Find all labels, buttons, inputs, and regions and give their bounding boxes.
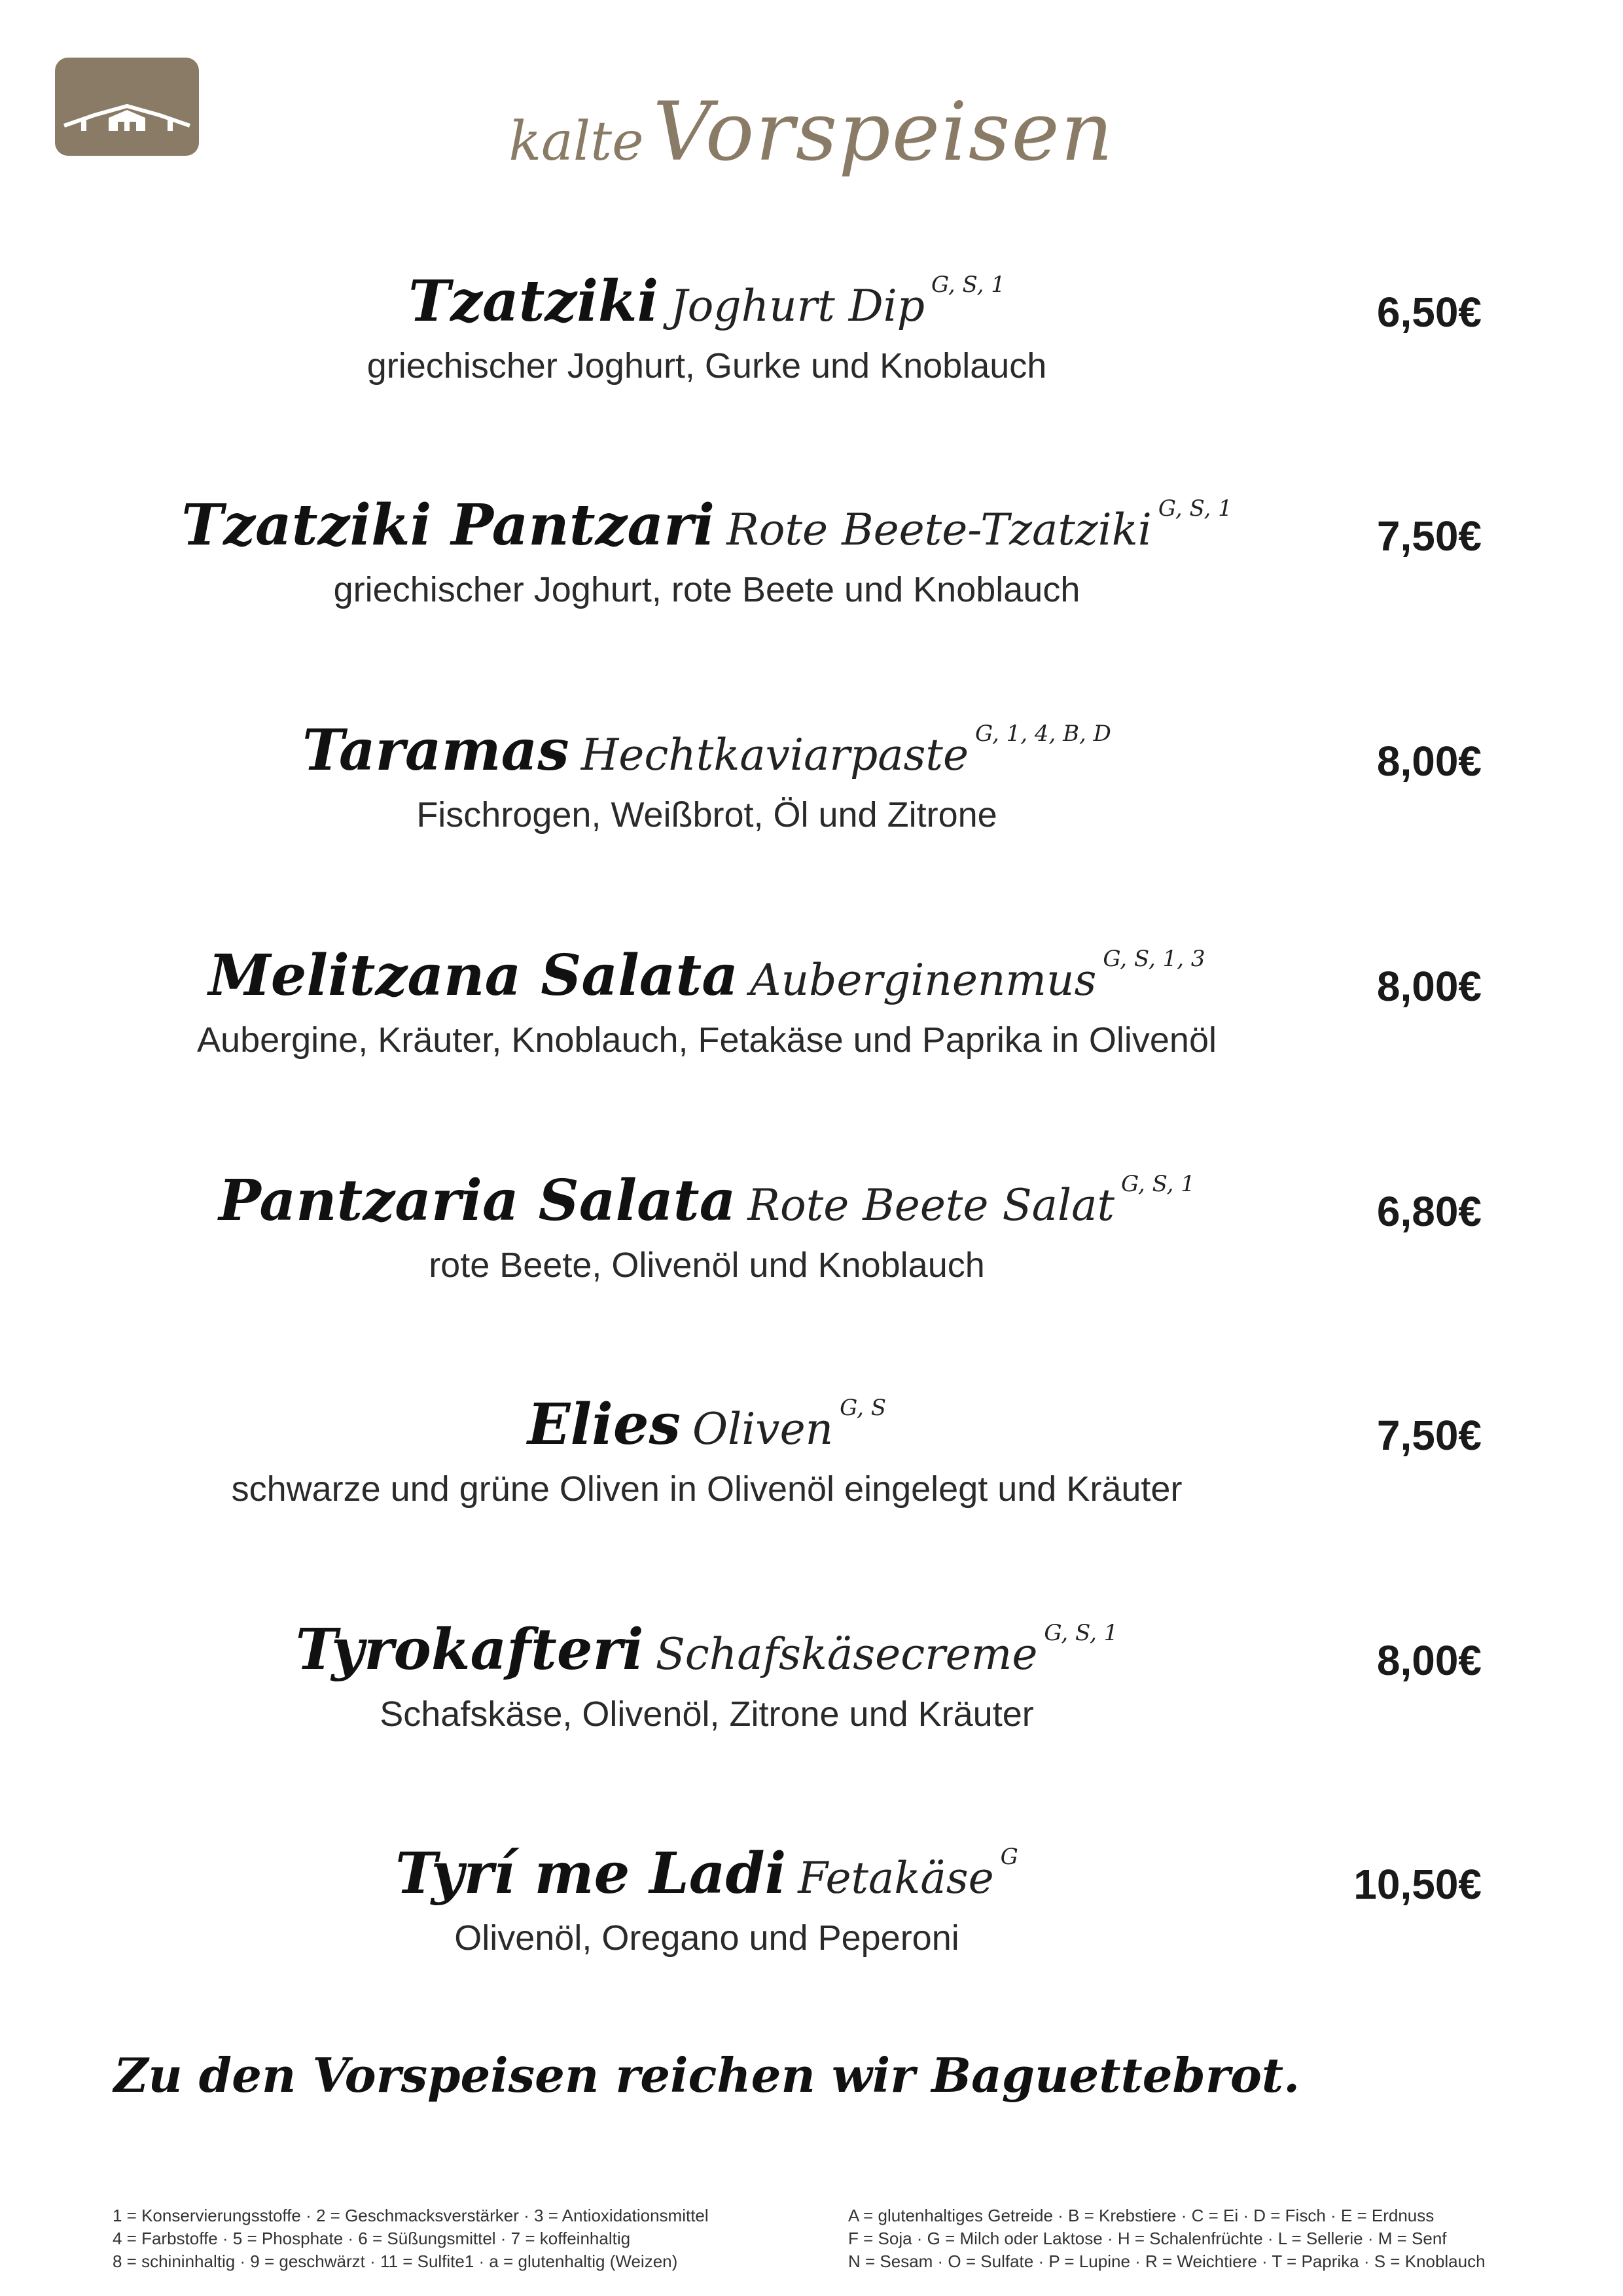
additives-legend bbox=[113, 2204, 709, 2273]
item-name: Taramas bbox=[302, 717, 569, 783]
item-price: 6,80€ bbox=[1376, 1188, 1482, 1235]
item-heading bbox=[0, 268, 1414, 334]
title-small: kalte bbox=[508, 111, 644, 173]
item-allergens: G, 1, 4, B, D bbox=[975, 721, 1111, 747]
item-allergens: G, S, 1 bbox=[1121, 1171, 1195, 1197]
item-heading bbox=[0, 1168, 1414, 1234]
item-description: schwarze und grüne Oliven in Olivenöl eingelegt und Kräuter bbox=[231, 1469, 1183, 1509]
menu-item bbox=[0, 717, 1623, 848]
item-description: Olivenöl, Oregano und Peperoni bbox=[454, 1918, 959, 1958]
menu-item bbox=[0, 492, 1623, 623]
allergens-legend bbox=[848, 2204, 1486, 2273]
item-description: Fischrogen, Weißbrot, Öl und Zitrone bbox=[416, 795, 997, 834]
item-name: Elies bbox=[527, 1391, 681, 1458]
item-price: 8,00€ bbox=[1376, 738, 1482, 785]
item-price: 6,50€ bbox=[1376, 289, 1482, 336]
item-price: 8,00€ bbox=[1376, 1637, 1482, 1684]
menu-item bbox=[0, 1391, 1623, 1522]
item-price: 8,00€ bbox=[1376, 963, 1482, 1010]
item-price: 7,50€ bbox=[1376, 512, 1482, 560]
item-subtitle: Rote Beete Salat bbox=[747, 1180, 1115, 1230]
item-subtitle: Joghurt Dip bbox=[670, 281, 925, 331]
item-price: 10,50€ bbox=[1353, 1861, 1482, 1908]
menu-item bbox=[0, 1840, 1623, 1971]
legend-line: A = glutenhaltiges Getreide · B = Krebstiere · C = Ei · D = Fisch · E = Erdnuss bbox=[848, 2206, 1435, 2225]
item-heading bbox=[0, 717, 1414, 783]
item-allergens: G, S, 1, 3 bbox=[1103, 946, 1205, 972]
item-name: Tzatziki Pantzari bbox=[181, 492, 715, 558]
item-description: Schafskäse, Olivenöl, Zitrone und Kräuter bbox=[380, 1695, 1034, 1734]
bread-note: Zu den Vorspeisen reichen wir Baguettebrot. bbox=[113, 2047, 1300, 2103]
legend-line: 1 = Konservierungsstoffe · 2 = Geschmacksverstärker · 3 = Antioxidationsmittel bbox=[113, 2206, 709, 2225]
item-subtitle: Schafskäsecreme bbox=[655, 1629, 1038, 1679]
legend-line: 4 = Farbstoffe · 5 = Phosphate · 6 = Süßungsmittel · 7 = koffeinhaltig bbox=[113, 2229, 631, 2248]
item-description: griechischer Joghurt, Gurke und Knoblauch bbox=[366, 346, 1047, 386]
item-name: Pantzaria Salata bbox=[219, 1168, 736, 1234]
item-allergens: G, S, 1 bbox=[1158, 495, 1232, 522]
item-price: 7,50€ bbox=[1376, 1412, 1482, 1459]
item-description: griechischer Joghurt, rote Beete und Knoblauch bbox=[333, 570, 1080, 609]
menu-item bbox=[0, 1617, 1623, 1748]
item-heading bbox=[0, 1840, 1414, 1907]
legend-line: F = Soja · G = Milch oder Laktose · H = Schalenfrüchte · L = Sellerie · M = Senf bbox=[848, 2229, 1447, 2248]
item-heading bbox=[0, 942, 1414, 1009]
title-big: Vorspeisen bbox=[652, 85, 1115, 179]
page-title bbox=[0, 85, 1623, 179]
item-name: Tzatziki bbox=[408, 268, 659, 334]
legend-line: N = Sesam · O = Sulfate · P = Lupine · R = Weichtiere · T = Paprika · S = Knoblauch bbox=[848, 2251, 1486, 2271]
item-allergens: G, S, 1 bbox=[931, 272, 1005, 298]
menu-item bbox=[0, 268, 1623, 399]
item-allergens: G, S bbox=[840, 1395, 887, 1421]
item-name: Tyrí me Ladi bbox=[395, 1840, 787, 1907]
item-allergens: G bbox=[1000, 1844, 1018, 1870]
item-description: rote Beete, Olivenöl und Knoblauch bbox=[429, 1246, 985, 1285]
item-subtitle: Fetakäse bbox=[798, 1853, 994, 1903]
item-allergens: G, S, 1 bbox=[1044, 1620, 1118, 1646]
item-subtitle: Oliven bbox=[692, 1404, 834, 1454]
legend-line: 8 = schininhaltig · 9 = geschwärzt · 11 = Sulfite1 · a = glutenhaltig (Weizen) bbox=[113, 2251, 678, 2271]
item-subtitle: Auberginenmus bbox=[749, 955, 1097, 1005]
item-name: Melitzana Salata bbox=[208, 942, 738, 1009]
menu-item bbox=[0, 1168, 1623, 1299]
item-description: Aubergine, Kräuter, Knoblauch, Fetakäse und Paprika in Olivenöl bbox=[197, 1020, 1217, 1060]
item-subtitle: Hechtkaviarpaste bbox=[580, 730, 969, 780]
item-subtitle: Rote Beete-Tzatziki bbox=[726, 505, 1152, 555]
item-heading bbox=[0, 1391, 1414, 1458]
item-heading bbox=[0, 1617, 1414, 1683]
item-heading bbox=[0, 492, 1414, 558]
menu-item bbox=[0, 942, 1623, 1073]
item-name: Tyrokafteri bbox=[295, 1617, 644, 1683]
